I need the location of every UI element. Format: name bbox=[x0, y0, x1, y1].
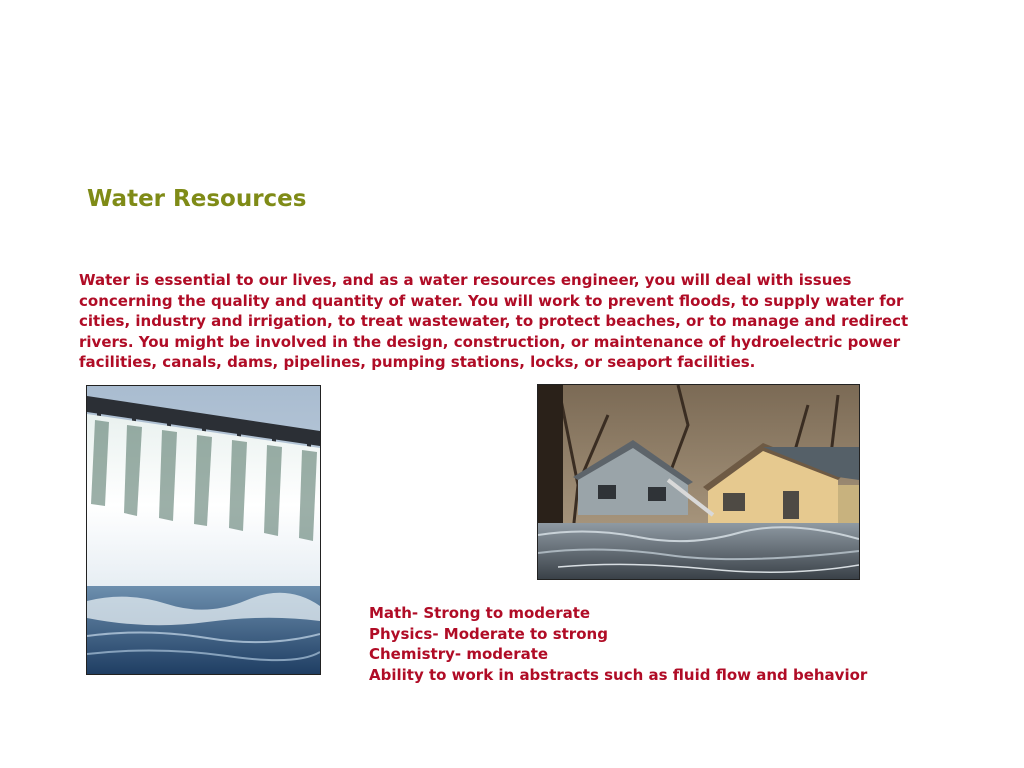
skill-item-chemistry: Chemistry- moderate bbox=[369, 645, 549, 663]
intro-paragraph: Water is essential to our lives, and as a water resources engineer, you will deal with issues concerning the quality and quantity of water. You will work to prevent floods, to supply water for cities, industry and irrigation, to treat wastewater, to protect beaches, or to manage and redirect rivers. You might be involved in the design, construction, or maintenance of hydroelectric power facilities, canals, dams, pipelines, pumping stations, locks, or seaport facilities. bbox=[79, 271, 909, 371]
slide-title: Water Resources bbox=[87, 186, 307, 212]
skills-list bbox=[369, 603, 867, 685]
skill-item-math: Math- Strong to moderate bbox=[369, 604, 591, 622]
flooded-house-photo bbox=[537, 384, 860, 580]
skill-item-abstracts: Ability to work in abstracts such as fluid flow and behavior bbox=[369, 665, 868, 684]
skill-item-physics: Physics- Moderate to strong bbox=[369, 624, 608, 643]
dam-spillway-photo bbox=[86, 385, 321, 675]
